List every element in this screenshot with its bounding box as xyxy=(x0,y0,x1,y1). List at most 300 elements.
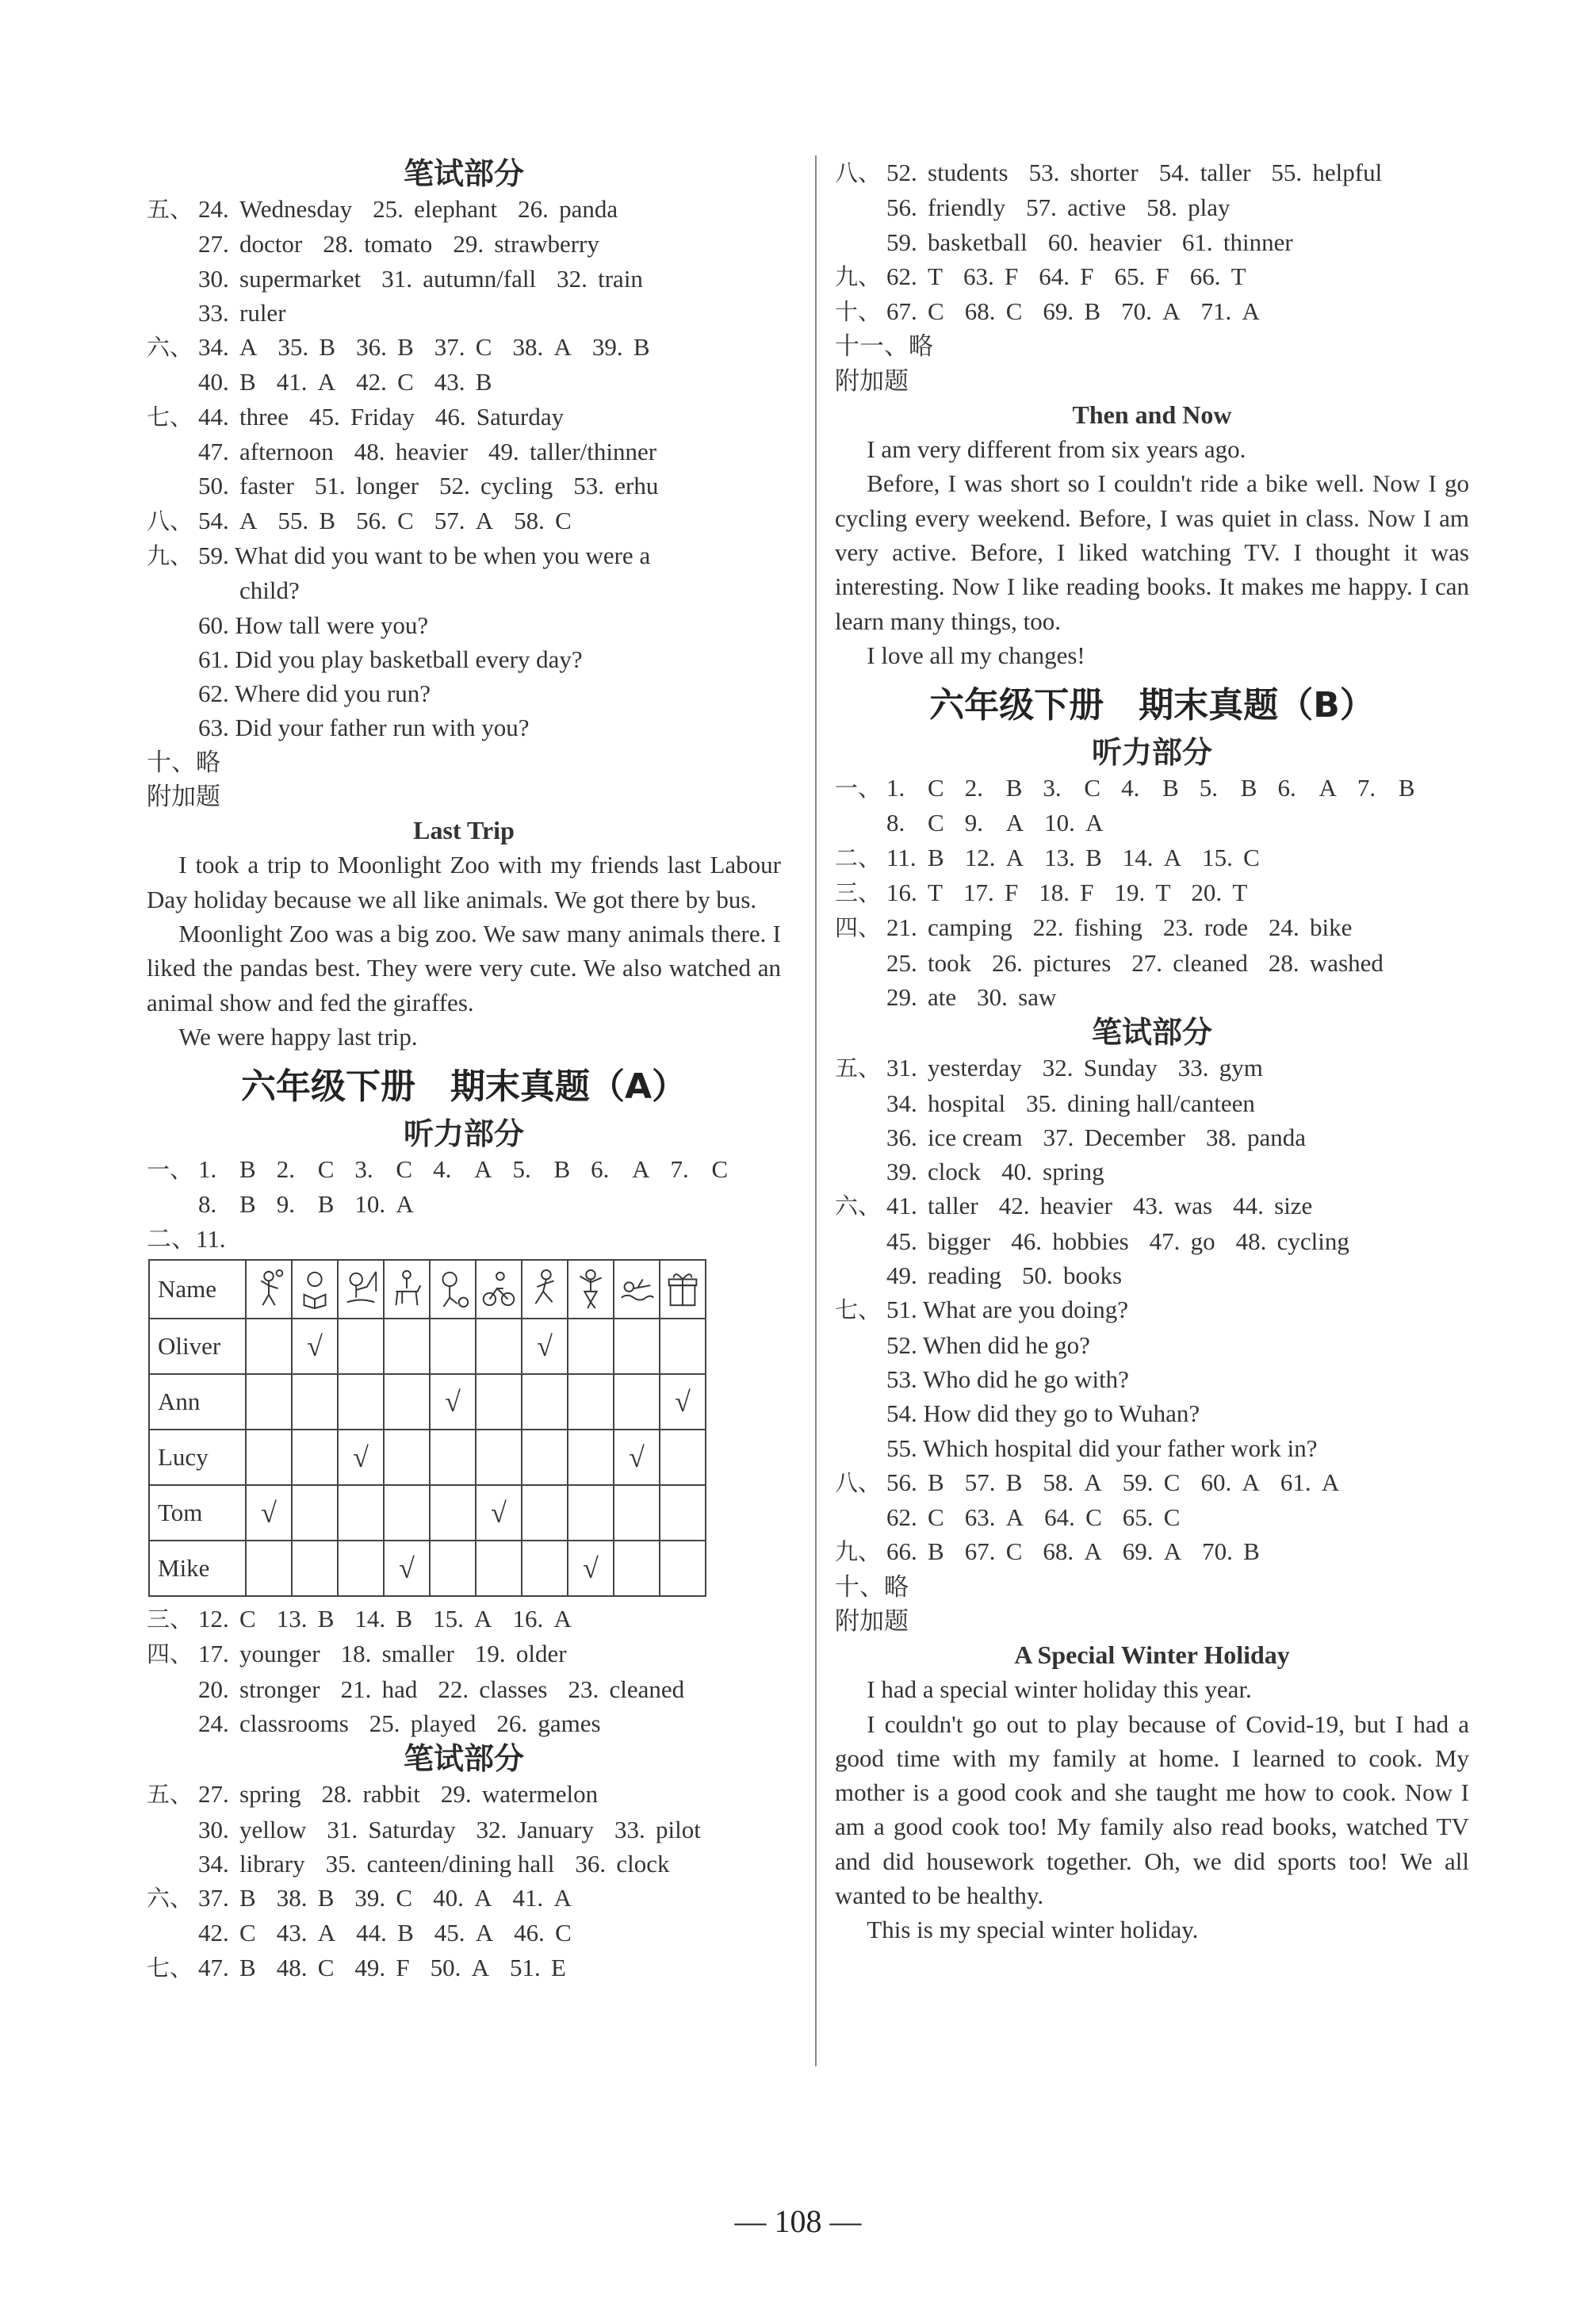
table-cell xyxy=(476,1374,522,1430)
answer-text: C xyxy=(711,1155,729,1184)
answer-item xyxy=(1277,771,1336,805)
answer-text: pilot xyxy=(655,1815,701,1843)
answer-text: gym xyxy=(1219,1054,1263,1082)
answer-item xyxy=(441,1777,598,1811)
table-cell xyxy=(246,1430,292,1485)
answer-item xyxy=(1011,1224,1128,1258)
answer-block xyxy=(835,1465,1469,1535)
question-number: 56. xyxy=(356,506,387,534)
table-cell xyxy=(292,1485,338,1541)
question-number: 50. xyxy=(198,472,229,500)
answer-item xyxy=(277,1916,335,1950)
answer-text: saw xyxy=(1018,982,1057,1011)
answer-item xyxy=(434,503,493,538)
answer-item xyxy=(277,1602,335,1636)
question-number: 62. xyxy=(886,262,917,290)
question-number: 33. xyxy=(198,298,229,327)
question-number: 39. xyxy=(354,1884,386,1912)
table-header-cell xyxy=(246,1260,292,1319)
answer-text: cleaned xyxy=(1173,948,1248,977)
table-header-cell xyxy=(430,1260,476,1319)
answer-text: A xyxy=(475,506,494,534)
question-number: 25. xyxy=(369,1709,400,1737)
question-number: 49. xyxy=(354,1953,386,1981)
answer-text: F xyxy=(1004,879,1019,907)
answer-text: A xyxy=(475,1919,494,1947)
question-number: 6. xyxy=(1277,774,1296,802)
question-number: 15. xyxy=(1202,843,1233,871)
answer-text: A xyxy=(396,1190,414,1219)
answer-text: B xyxy=(1085,843,1102,871)
question-number: 70. xyxy=(1202,1537,1233,1566)
table-header-cell xyxy=(384,1260,430,1319)
answer-line xyxy=(147,192,781,227)
table-cell xyxy=(246,1541,292,1596)
answer-text: active xyxy=(1067,193,1127,222)
answer-text: T xyxy=(928,879,943,907)
question-number: 42. xyxy=(356,368,387,396)
answer-line xyxy=(835,1189,1469,1223)
question-number: 13. xyxy=(276,1605,308,1633)
right-column xyxy=(835,155,1469,1947)
answer-item xyxy=(1233,1189,1312,1223)
answer-item xyxy=(198,1152,256,1186)
answer-item xyxy=(512,1602,571,1636)
table-cell: √ xyxy=(614,1430,660,1485)
answer-text: basketball xyxy=(928,228,1028,256)
answer-item xyxy=(354,1602,412,1636)
answer-block xyxy=(835,294,1469,329)
question-number: 35. xyxy=(325,1849,357,1878)
section-prefix: 三、 xyxy=(147,1606,193,1633)
answer-text: train xyxy=(598,264,643,293)
question-number: 25. xyxy=(886,948,917,977)
answer-text: A xyxy=(317,1919,336,1947)
question-number: 12. xyxy=(198,1605,229,1633)
answer-item xyxy=(886,910,1012,944)
answer-text: clock xyxy=(616,1849,670,1878)
answer-text: longer xyxy=(355,472,419,500)
question-number: 53. xyxy=(573,472,605,500)
answer-text: B xyxy=(1243,1537,1260,1566)
question-number: 36. xyxy=(356,333,387,362)
question-number: 46. xyxy=(434,402,466,431)
answer-item xyxy=(886,980,956,1014)
answer-item xyxy=(1206,1120,1306,1154)
question-number: 69. xyxy=(1122,1537,1154,1566)
answer-text: B xyxy=(239,1884,256,1912)
table-cell: √ xyxy=(568,1541,614,1596)
answer-text: stronger xyxy=(239,1675,320,1703)
question-number: 40. xyxy=(433,1884,464,1912)
answer-line xyxy=(147,1777,781,1812)
question-number: 26. xyxy=(518,195,549,223)
answer-line xyxy=(147,710,781,745)
answer-item xyxy=(488,434,656,469)
question-number: 41. xyxy=(886,1192,917,1220)
question-number: 31. xyxy=(886,1054,917,1082)
answer-text: taller/thinner xyxy=(530,438,657,466)
answer-item xyxy=(1280,1465,1339,1499)
answer-text: B xyxy=(928,843,944,871)
question-number: 39. xyxy=(591,333,623,362)
answer-text: A xyxy=(239,506,258,534)
answer-text: friendly xyxy=(928,193,1006,222)
answer-item xyxy=(568,1672,684,1706)
answer-item xyxy=(965,1500,1024,1534)
answer-sentence: 61. Did you play basketball every day? xyxy=(198,645,583,673)
answer-text: A xyxy=(1163,843,1182,871)
answer-text: A xyxy=(553,1605,572,1633)
answer-text: books xyxy=(1062,1261,1123,1290)
section-prefix: 四、 xyxy=(147,1640,193,1668)
question-number: 60. xyxy=(1200,1468,1232,1496)
answer-text: B xyxy=(1398,774,1415,802)
question-number: 17. xyxy=(198,1640,229,1668)
table-header-cell xyxy=(568,1260,614,1319)
answer-text: was xyxy=(1173,1192,1213,1220)
question-number: 19. xyxy=(1114,879,1146,907)
answer-text: play xyxy=(1188,193,1230,222)
answer-text: Saturday xyxy=(476,402,565,431)
answer-text: elephant xyxy=(414,195,498,223)
answer-line xyxy=(835,946,1469,980)
answer-text: ruler xyxy=(239,298,286,327)
table-cell: √ xyxy=(430,1374,476,1430)
section-label: 十、略 xyxy=(147,748,220,776)
table-cell xyxy=(614,1319,660,1374)
answer-item xyxy=(886,946,971,980)
answer-block xyxy=(147,1602,781,1637)
question-number: 30. xyxy=(977,982,1008,1011)
question-number: 28. xyxy=(1268,948,1299,977)
answer-text: C xyxy=(555,506,572,534)
section-heading-listening: 听力部分 xyxy=(1091,735,1212,771)
answer-text: reading xyxy=(928,1261,1001,1290)
answer-text: rode xyxy=(1204,913,1248,942)
question-number: 5. xyxy=(512,1155,531,1184)
answer-item xyxy=(198,1637,320,1671)
answer-text: B xyxy=(633,333,650,362)
answer-item xyxy=(1202,840,1260,875)
answer-text: bike xyxy=(1309,913,1353,942)
question-number: 32. xyxy=(557,264,587,293)
answer-text: smaller xyxy=(381,1640,454,1668)
question-number: 3. xyxy=(354,1155,373,1184)
question-number: 7. xyxy=(1357,774,1376,802)
answer-item xyxy=(198,434,334,469)
answer-text: B xyxy=(397,1919,414,1947)
answer-text: go xyxy=(1190,1227,1215,1255)
answer-item xyxy=(315,469,419,503)
answer-item xyxy=(1202,1534,1260,1568)
answer-item xyxy=(1123,1534,1181,1568)
answer-text: B xyxy=(239,1155,256,1184)
table-cell xyxy=(614,1374,660,1430)
question-number: 58. xyxy=(1043,1468,1074,1496)
answer-line xyxy=(147,538,781,573)
answer-text: C xyxy=(397,368,414,396)
answer-item xyxy=(1043,1534,1101,1568)
answer-text: T xyxy=(1230,262,1246,290)
table-cell xyxy=(522,1541,568,1596)
answer-item xyxy=(1114,875,1170,909)
table-cell xyxy=(338,1541,384,1596)
question-number: 22. xyxy=(1032,913,1064,942)
answer-item xyxy=(356,1916,414,1950)
answer-item xyxy=(341,1637,454,1671)
answer-text: library xyxy=(239,1849,305,1878)
table-label: 二、11. xyxy=(147,1224,226,1253)
answer-text: size xyxy=(1274,1192,1313,1220)
question-number: 31. xyxy=(381,264,412,293)
answer-item xyxy=(453,227,599,261)
answer-text: watermelon xyxy=(481,1780,599,1809)
section-prefix: 九、 xyxy=(147,542,193,569)
answer-text: canteen/dining hall xyxy=(366,1849,555,1878)
section-prefix: 六、 xyxy=(835,1192,882,1220)
answer-text: cycling xyxy=(1276,1227,1349,1255)
question-number: 18. xyxy=(340,1640,372,1668)
section-prefix: 九、 xyxy=(835,1538,882,1566)
question-number: 55. xyxy=(277,506,309,534)
answer-text: B xyxy=(1240,774,1257,802)
answer-item xyxy=(1121,771,1179,805)
table-header-cell xyxy=(338,1260,384,1319)
question-number: 65. xyxy=(1122,1503,1154,1532)
football-player-icon xyxy=(435,1269,470,1310)
answer-item xyxy=(1269,910,1352,944)
answer-text: heavier xyxy=(395,438,468,466)
swimmer-icon xyxy=(619,1269,654,1310)
answer-item xyxy=(886,806,944,840)
answer-text: January xyxy=(517,1815,594,1843)
section-prefix: 七、 xyxy=(147,403,193,431)
answer-item xyxy=(1043,1120,1185,1154)
question-number: 2. xyxy=(964,774,983,802)
question-number: 45. xyxy=(886,1227,917,1255)
question-number: 47. xyxy=(198,438,229,466)
section-prefix: 六、 xyxy=(147,334,193,362)
question-number: 56. xyxy=(886,193,917,222)
question-number: 16. xyxy=(512,1605,544,1633)
question-number: 35. xyxy=(1026,1089,1057,1117)
table-cell: √ xyxy=(660,1374,706,1430)
answer-line xyxy=(835,840,1469,875)
answer-item xyxy=(198,1602,256,1636)
answer-text: C xyxy=(239,1919,256,1947)
section-prefix: 八、 xyxy=(147,507,193,534)
answer-text: ice cream xyxy=(928,1123,1023,1151)
question-number: 27. xyxy=(198,230,229,258)
answer-text: younger xyxy=(239,1640,320,1668)
answer-text: yesterday xyxy=(928,1054,1022,1082)
answer-item xyxy=(1026,190,1126,224)
answer-item xyxy=(198,192,352,226)
answer-item xyxy=(1159,155,1251,189)
answer-block xyxy=(147,1950,781,1985)
answer-item xyxy=(438,1672,547,1706)
answer-block xyxy=(835,259,1469,294)
question-number: 43. xyxy=(276,1919,308,1947)
answer-text: C xyxy=(928,1503,944,1532)
answer-line xyxy=(835,980,1469,1014)
question-number: 44. xyxy=(198,402,229,431)
answer-item xyxy=(1123,1465,1181,1499)
answer-block xyxy=(147,400,781,503)
question-number: 23. xyxy=(568,1675,599,1703)
answer-item xyxy=(1114,259,1169,293)
question-number: 44. xyxy=(1233,1192,1264,1220)
table-cell xyxy=(430,1485,476,1541)
answer-text: supermarket xyxy=(239,264,362,293)
answer-item xyxy=(1026,1086,1255,1120)
answer-text: Wednesday xyxy=(239,195,353,223)
answer-item xyxy=(886,294,944,328)
answer-line xyxy=(147,1602,781,1637)
answer-line xyxy=(835,1362,1469,1396)
question-number: 29. xyxy=(453,230,484,258)
question-number: 50. xyxy=(430,1953,461,1981)
answer-line xyxy=(147,262,781,296)
answer-line xyxy=(835,1051,1469,1085)
answer-text: played xyxy=(410,1709,477,1737)
answer-text: F xyxy=(1080,262,1094,290)
answer-item xyxy=(886,225,1028,259)
question-number: 65. xyxy=(1114,262,1146,290)
answer-text: C xyxy=(396,1155,413,1184)
answer-table xyxy=(148,1259,706,1597)
essay-paragraph: I am very different from six years ago. xyxy=(867,435,1246,464)
answer-item xyxy=(512,1152,570,1186)
question-number: 48. xyxy=(1235,1227,1267,1255)
question-number: 54. xyxy=(1158,159,1190,186)
answer-text: bigger xyxy=(928,1227,991,1255)
answer-item xyxy=(1039,875,1093,909)
answer-line xyxy=(835,1120,1469,1154)
answer-item xyxy=(198,1187,256,1221)
answer-item xyxy=(963,259,1018,293)
answer-item xyxy=(1146,190,1230,224)
answer-item xyxy=(1178,1051,1263,1085)
answer-text: B xyxy=(928,1537,944,1566)
answer-text: taller xyxy=(1200,159,1251,186)
exam-title: 六年级下册 期末真题（B） xyxy=(929,685,1375,726)
answer-item xyxy=(439,469,553,503)
answer-text: T xyxy=(1155,879,1171,907)
answer-block xyxy=(147,192,781,330)
essay-paragraph: Before, I was short so I couldn't ride a bike well. Now I go cycling every weekend. Before, I was quiet in class. Now I am very active. Before, I liked watching TV. I thought it was interesting. Now I like reading books. It makes me happy. I can learn many things, too. xyxy=(835,469,1469,635)
answer-item xyxy=(198,1881,256,1915)
question-number: 27. xyxy=(198,1780,229,1809)
table-cell: √ xyxy=(338,1430,384,1485)
reading-girl-icon xyxy=(297,1269,332,1310)
answer-item xyxy=(341,1672,418,1706)
answer-line xyxy=(147,365,781,399)
question-number: 53. xyxy=(1028,159,1060,186)
answer-item xyxy=(886,840,944,875)
question-number: 13. xyxy=(1044,843,1075,871)
page-number: — 108 — xyxy=(734,2203,862,2239)
runner-icon xyxy=(527,1269,562,1310)
answer-text: A xyxy=(1163,1537,1182,1566)
answer-item xyxy=(198,1916,256,1950)
answer-item xyxy=(277,365,335,399)
question-number: 4. xyxy=(1121,774,1140,802)
answer-sentence: 55. Which hospital did your father work in? xyxy=(886,1434,1318,1462)
answer-line xyxy=(147,1152,781,1187)
answer-item xyxy=(277,1950,335,1985)
answer-line xyxy=(835,1431,1469,1465)
question-number: 10. xyxy=(1044,809,1075,837)
answer-item xyxy=(277,1881,335,1915)
question-number: 49. xyxy=(886,1261,917,1290)
question-number: 45. xyxy=(308,402,340,431)
table-cell xyxy=(338,1485,384,1541)
question-number: 68. xyxy=(1043,1537,1074,1566)
section-prefix: 三、 xyxy=(835,879,882,907)
answer-item xyxy=(999,1189,1112,1223)
table-cell xyxy=(292,1541,338,1596)
question-number: 69. xyxy=(1043,297,1074,326)
answer-text: tomato xyxy=(364,230,433,258)
answer-item xyxy=(1039,259,1093,293)
answer-text: C xyxy=(1085,1503,1102,1532)
answer-line xyxy=(147,1672,781,1706)
answer-item xyxy=(1121,294,1180,328)
question-number: 48. xyxy=(354,438,385,466)
answer-item xyxy=(198,227,302,261)
answer-text: C xyxy=(317,1155,335,1184)
question-number: 32. xyxy=(476,1815,507,1843)
answer-item xyxy=(886,1258,1001,1292)
table-cell xyxy=(568,1485,614,1541)
question-number: 33. xyxy=(614,1815,645,1843)
answer-item xyxy=(327,1813,455,1847)
question-number: 58. xyxy=(514,506,545,534)
table-row-name: Ann xyxy=(149,1374,246,1430)
essay-body xyxy=(835,1672,1469,1947)
question-number: 66. xyxy=(1189,262,1221,290)
table-cell xyxy=(384,1485,430,1541)
section-prefix: 六、 xyxy=(147,1885,193,1912)
question-number: 63. xyxy=(963,262,994,290)
answer-text: B xyxy=(1162,774,1179,802)
answer-text: afternoon xyxy=(239,438,334,466)
answer-item xyxy=(1022,1258,1122,1292)
answer-line xyxy=(835,225,1469,259)
answer-item xyxy=(277,1187,335,1221)
answer-item xyxy=(198,365,256,399)
answer-text: heavier xyxy=(1039,1192,1112,1220)
table-cell xyxy=(430,1319,476,1374)
answer-text: fishing xyxy=(1074,913,1142,942)
table-cell xyxy=(476,1541,522,1596)
section-prefix: 七、 xyxy=(147,1954,193,1981)
question-number: 54. xyxy=(198,506,229,534)
answer-text: C xyxy=(1243,843,1260,871)
column-divider xyxy=(815,155,817,2066)
answer-text: B xyxy=(317,1190,335,1219)
answer-text: Sunday xyxy=(1083,1054,1158,1082)
question-number: 10. xyxy=(354,1190,386,1219)
answer-text: C xyxy=(928,297,944,326)
question-number: 59. xyxy=(886,228,917,256)
table-header-cell xyxy=(522,1260,568,1319)
question-number: 6. xyxy=(591,1155,610,1184)
answer-text: C xyxy=(1005,1537,1023,1566)
answer-text: C xyxy=(1084,774,1101,802)
